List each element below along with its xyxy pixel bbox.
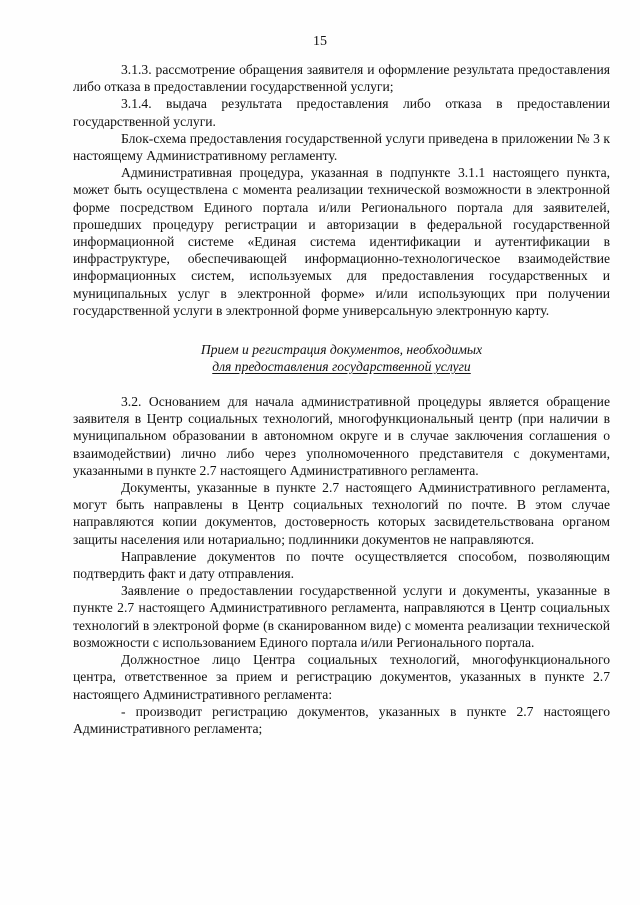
section-heading — [73, 341, 610, 375]
paragraph: 3.2. Основанием для начала административной процедуры является обращение заявителя в Центр социальных технологий, многофункциональный центр (при наличии в муниципальном образовании в автономном округе и в случае заключения соглашения о взаимодействии) лично либо через уполномоченного представителя с документами, указанными в пункте 2.7 настоящего Административного регламента. — [73, 394, 610, 478]
page-number: 15 — [313, 34, 327, 49]
section-heading-line-1: Прием и регистрация документов, необходимых — [200, 342, 483, 358]
section-heading-line-2: для предоставления государственной услуги — [212, 359, 471, 375]
paragraph: 3.1.3. рассмотрение обращения заявителя и оформление результата предоставления либо отказа в предоставлении государственной услуги; — [73, 62, 610, 95]
paragraph: Должностное лицо Центра социальных технологий, многофункционального центра, ответственное за прием и регистрацию документов, указанных в пункте 2.7 настоящего Административного регламента: — [73, 652, 610, 702]
document-body — [73, 61, 610, 737]
paragraph: Блок-схема предоставления государственной услуги приведена в приложении № 3 к настоящему Административному регламенту. — [73, 130, 610, 164]
paragraph: Заявление о предоставлении государственной услуги и документы, указанные в пункте 2.7 настоящего Административного регламента, направляются в Центр социальных технологий в электроной форме (в сканированном виде) с момента реализации технической возможности с использованием Единого портала и/или Регионального портала. — [73, 583, 610, 650]
paragraph: Административная процедура, указанная в подпункте 3.1.1 настоящего пункта, может быть осуществлена с момента реализации технической возможности в электронной форме посредством Единого портала и/или Регионального портала для заявителей, прошедших процедуру регистрации и авторизации в федеральной государственной информационной системе «Единая система идентификации и аутентификации в инфраструктуре, обеспечивающей информационно-технологическое взаимодействие информационных систем, используемых для предоставления государственных и муниципальных услуг в электронной форме» и/или использующих при получении государственной услуги в электронной форме универсальную электронную карту. — [73, 165, 610, 318]
list-item: - производит регистрацию документов, указанных в пункте 2.7 настоящего Административного регламента; — [73, 703, 610, 736]
paragraph: Направление документов по почте осуществляется способом, позволяющим подтвердить факт и дату отправления. — [73, 548, 610, 582]
paragraph: Документы, указанные в пункте 2.7 настоящего Административного регламента, могут быть направлены в Центр социальных технологий по почте. В этом случае направляются копии документов, достоверность которых засвидетельствована органом защиты населения или нотариально; подлинники документов не направляются. — [73, 480, 610, 547]
paragraph: 3.1.4. выдача результата предоставления либо отказа в предоставлении государственной услуги. — [73, 96, 610, 129]
